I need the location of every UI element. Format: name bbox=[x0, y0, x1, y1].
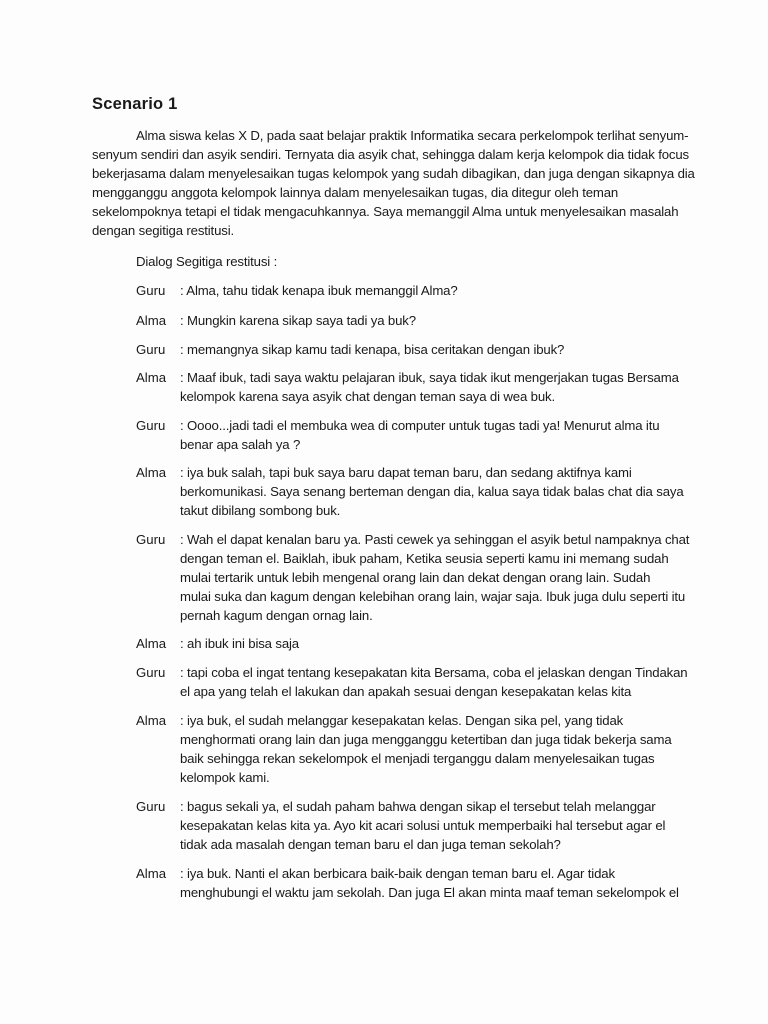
speaker-label: Alma bbox=[136, 713, 167, 728]
dialog-line: : memangnya sikap kamu tadi kenapa, bisa ceritakan dengan ibuk? bbox=[180, 342, 565, 357]
speaker-label: Alma bbox=[136, 313, 167, 328]
dialog-line: : iya buk salah, tapi buk saya baru dapat teman baru, dan sedang aktifnya kami bbox=[180, 465, 632, 480]
speaker-label: Guru bbox=[136, 342, 166, 357]
dialog-line: : ah ibuk ini bisa saja bbox=[180, 636, 299, 651]
speaker-label: Guru bbox=[136, 418, 166, 433]
dialog-line: tidak ada masalah dengan teman baru el dan juga teman sekolah? bbox=[180, 837, 561, 852]
dialog-line: berkomunikasi. Saya senang berteman dengan dia, kalua saya tidak balas chat dia saya bbox=[180, 484, 684, 499]
speaker-label: Alma bbox=[136, 636, 167, 651]
intro-line: senyum sendiri dan asyik sendiri. Ternyata dia asyik chat, sehingga dalam kerja kelompok dia tidak focus bbox=[92, 147, 689, 162]
dialog-line: pernah kagum dengan ornag lain. bbox=[180, 608, 373, 623]
dialog-heading: Dialog Segitiga restitusi : bbox=[136, 254, 278, 269]
dialog-line: : Alma, tahu tidak kenapa ibuk memanggil Alma? bbox=[180, 283, 458, 298]
speaker-label: Guru bbox=[136, 532, 166, 547]
dialog-line: : Oooo...jadi tadi el membuka wea di computer untuk tugas tadi ya! Menurut alma itu bbox=[180, 418, 660, 433]
dialog-line: : Wah el dapat kenalan baru ya. Pasti cewek ya sehinggan el asyik betul nampaknya chat bbox=[180, 532, 690, 547]
dialog-line: el apa yang telah el lakukan dan apakah sesuai dengan kesepakatan kelas kita bbox=[180, 684, 632, 699]
speaker-label: Guru bbox=[136, 283, 166, 298]
dialog-line: : tapi coba el ingat tentang kesepakatan kita Bersama, coba el jelaskan dengan Tindakan bbox=[180, 665, 688, 680]
dialog-line: : Maaf ibuk, tadi saya waktu pelajaran ibuk, saya tidak ikut mengerjakan tugas Bersama bbox=[180, 370, 679, 385]
dialog-line: menghormati orang lain dan juga mengganggu ketertiban dan juga tidak bekerja sama bbox=[180, 732, 672, 747]
speaker-label: Alma bbox=[136, 866, 167, 881]
page-title: Scenario 1 bbox=[92, 95, 178, 113]
dialog-line: menghubungi el waktu jam sekolah. Dan juga El akan minta maaf teman sekelompok el bbox=[180, 885, 679, 900]
dialog-line: : Mungkin karena sikap saya tadi ya buk? bbox=[180, 313, 416, 328]
dialog-line: takut dibilang sombong buk. bbox=[180, 503, 341, 518]
dialog-line: benar apa salah ya ? bbox=[180, 437, 301, 452]
dialog-line: : iya buk. Nanti el akan berbicara baik-baik dengan teman baru el. Agar tidak bbox=[180, 866, 615, 881]
dialog-line: kelompok kami. bbox=[180, 770, 270, 785]
dialog-line: dengan teman el. Baiklah, ibuk paham, Ketika seusia seperti kamu ini memang sudah bbox=[180, 551, 669, 566]
intro-line: sekelompoknya tetapi el tidak mengacuhkannya. Saya memanggil Alma untuk menyelesaikan masalah bbox=[92, 204, 679, 219]
dialog-line: : bagus sekali ya, el sudah paham bahwa dengan sikap el tersebut telah melanggar bbox=[180, 799, 656, 814]
intro-line: mengganggu anggota kelompok lainnya dalam menyelesaikan tugas, dia ditegur oleh teman bbox=[92, 185, 619, 200]
dialog-line: kelompok karena saya asyik chat dengan teman saya di wea buk. bbox=[180, 389, 555, 404]
speaker-label: Alma bbox=[136, 370, 167, 385]
intro-line: dengan segitiga restitusi. bbox=[92, 223, 234, 238]
dialog-line: : iya buk, el sudah melanggar kesepakatan kelas. Dengan sika pel, yang tidak bbox=[180, 713, 624, 728]
speaker-label: Guru bbox=[136, 799, 166, 814]
speaker-label: Guru bbox=[136, 665, 166, 680]
dialog-line: baik sehingga rekan sekelompok el menjadi terganggu dalam menyelesaikan tugas bbox=[180, 751, 655, 766]
dialog-line: mulai tertarik untuk lebih mengenal orang lain dan dekat dengan orang lain. Sudah bbox=[180, 570, 651, 585]
dialog-line: mulai suka dan kagum dengan kelebihan orang lain, wajar saja. Ibuk juga dulu seperti itu bbox=[180, 589, 686, 604]
speaker-label: Alma bbox=[136, 465, 167, 480]
intro-line: bekerjasama dalam menyelesaikan tugas kelompok yang sudah dibagikan, dan juga dengan sikapnya dia bbox=[92, 166, 695, 181]
intro-line: Alma siswa kelas X D, pada saat belajar praktik Informatika secara perkelompok terlihat senyum- bbox=[136, 128, 689, 143]
dialog-line: kesepakatan kelas kita ya. Ayo kit acari solusi untuk memperbaiki hal tersebut agar el bbox=[180, 818, 666, 833]
